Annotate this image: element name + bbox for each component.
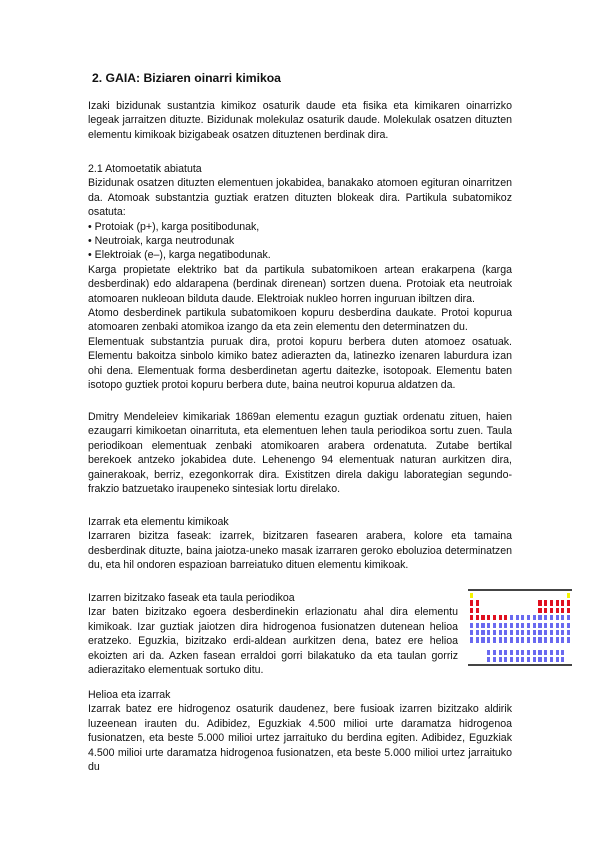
element-cell xyxy=(469,629,474,636)
element-cell xyxy=(532,636,537,643)
paragraph: Izarraren bizitza faseak: izarrek, bizitzaren fasearen arabera, kolore eta tamaina desberdinak dituzte, baina jaiotza-uneko masak izarraren geroko eboluzioa determinatzen du, eta hil ondoren espazioan barreiatuko dituen elementu kimikoak. xyxy=(88,530,512,572)
mendeleiev-paragraph xyxy=(88,410,512,496)
element-cell xyxy=(537,622,542,629)
element-cell xyxy=(475,636,480,643)
element-cell xyxy=(498,656,503,663)
element-cell xyxy=(469,622,474,629)
element-cell xyxy=(560,622,565,629)
element-cell xyxy=(486,649,491,656)
bullet-item: • Protoiak (p+), karga positibodunak, xyxy=(88,220,260,233)
element-cell xyxy=(566,607,571,614)
element-cell xyxy=(480,622,485,629)
element-cell xyxy=(566,599,571,606)
element-cell xyxy=(469,607,474,614)
element-cell xyxy=(543,607,548,614)
periodic-table-image xyxy=(468,589,572,666)
element-cell xyxy=(486,629,491,636)
element-cell xyxy=(543,629,548,636)
element-cell xyxy=(560,599,565,606)
element-cell xyxy=(486,656,491,663)
element-cell xyxy=(526,614,531,621)
element-cell xyxy=(520,636,525,643)
paragraph: Izarrak batez ere hidrogenoz osaturik daudenez, bere fusioak izarren bizitzako aldirik luzeenean irauten du. Adibidez, Eguzkiak 4.500 milioi urte daramatza hidrogenoa fusionatzen, eta beste 5.000 milioi urtez jarraituko du berdina egiten. Adibidez, Eguzkiak 4.500 milioi urte daramatza hidrogenoa fusionatzen, eta beste 5.000 milioi urtez jarraituko du xyxy=(88,703,512,774)
element-cell xyxy=(515,614,520,621)
element-cell xyxy=(526,622,531,629)
element-cell xyxy=(537,614,542,621)
element-cell xyxy=(560,629,565,636)
element-cell xyxy=(566,636,571,643)
element-cell xyxy=(520,614,525,621)
element-cell xyxy=(509,649,514,656)
element-cell xyxy=(566,622,571,629)
element-cell xyxy=(537,629,542,636)
element-cell xyxy=(475,614,480,621)
paragraph: Elementuak substantzia puruak dira, protoi kopuru berbera duten atomoez osatuak. Elementu bakoitza sinbolo kimiko batez adierazten da, latinezko izenaren laburdura izan ohi dena. Elementuak forma desberdinetan agertu daitezke, isotopoak. Elementu baten isotopo guztiek protoi kopuru berbera dute, baina neutroi kopurua aldatzen da. xyxy=(88,335,512,392)
element-cell xyxy=(532,614,537,621)
element-cell xyxy=(543,599,548,606)
element-cell xyxy=(492,636,497,643)
element-cell xyxy=(469,614,474,621)
element-cell xyxy=(486,614,491,621)
element-cell xyxy=(532,649,537,656)
divider xyxy=(468,589,572,591)
element-cell xyxy=(486,636,491,643)
element-cell xyxy=(566,592,571,599)
element-cell xyxy=(560,649,565,656)
element-cell xyxy=(480,636,485,643)
element-cell xyxy=(480,629,485,636)
section-helioa xyxy=(88,688,512,774)
element-cell xyxy=(543,649,548,656)
element-cell xyxy=(566,614,571,621)
element-cell xyxy=(555,656,560,663)
element-cell xyxy=(520,629,525,636)
element-cell xyxy=(549,622,554,629)
element-cell xyxy=(515,636,520,643)
element-cell xyxy=(498,636,503,643)
element-cell xyxy=(532,656,537,663)
element-cell xyxy=(503,629,508,636)
element-cell xyxy=(560,614,565,621)
element-cell xyxy=(498,629,503,636)
paragraph: Atomo desberdinek partikula subatomikoen kopuru desberdina daukate. Protoi kopurua atomoaren zenbaki atomikoa izango da eta zein elementu den determinatzen du. xyxy=(88,307,512,334)
element-cell xyxy=(537,599,542,606)
element-cell xyxy=(526,636,531,643)
element-cell xyxy=(503,622,508,629)
element-cell xyxy=(549,656,554,663)
element-cell xyxy=(492,629,497,636)
element-cell xyxy=(509,629,514,636)
element-cell xyxy=(503,649,508,656)
element-cell xyxy=(566,629,571,636)
element-cell xyxy=(537,636,542,643)
element-cell xyxy=(543,622,548,629)
element-cell xyxy=(492,656,497,663)
element-cell xyxy=(526,649,531,656)
element-cell xyxy=(526,629,531,636)
element-cell xyxy=(509,636,514,643)
element-cell xyxy=(503,656,508,663)
paragraph: Dmitry Mendeleiev kimikariak 1869an elementu ezagun guztiak ordenatu zituen, haien ezaugarri kimikoetan oinarrituta, eta elementuen lehen taula periodikoa sortu zuen. Taula periodikoan elementuak zenbaki atomikoaren arabera ordenatuta. Zutabe bertikal berekoek antzeko jokabidea dute. Lehenengo 94 elementuak naturan aurkitzen dira, gainerakoak, berriz, ezegonkorrak dira. Existitzen direla dakigu laborategian segundo-frakzio batzuetako iraupeneko sintesiak lortu direlako. xyxy=(88,411,512,496)
element-cell xyxy=(503,614,508,621)
element-cell xyxy=(526,656,531,663)
element-cell xyxy=(520,656,525,663)
section-heading: Izarren bizitzako faseak eta taula periodikoa xyxy=(88,592,295,604)
element-cell xyxy=(475,629,480,636)
element-cell xyxy=(492,649,497,656)
element-cell xyxy=(492,622,497,629)
element-cell xyxy=(549,636,554,643)
paragraph: Karga propietate elektriko bat da partikula subatomikoen artean erakarpena (karga desberdinak) edo aldarapena (berdinak direnean) sortzen duena. Protoiak eta neutroiak atomoaren nukleoan bilduta daude. Elektroiak nukleo horren inguruan ibiltzen dira. xyxy=(88,263,512,305)
bullet-item: • Elektroiak (e–), karga negatibodunak. xyxy=(88,249,271,262)
element-cell xyxy=(469,636,474,643)
element-cell xyxy=(475,607,480,614)
element-cell xyxy=(515,622,520,629)
intro-text: Izaki bizidunak sustantzia kimikoz osaturik daude eta fisika eta kimikaren oinarrizko legeak jarraitzen dituzte. Bizidunak molekulaz osaturik daude. Molekulak osatzen dituzten elementu kimikoak bizigabeak osatzen dituztenen berdinak dira. xyxy=(88,100,512,141)
element-cell xyxy=(532,622,537,629)
element-cell xyxy=(555,622,560,629)
element-cell xyxy=(549,614,554,621)
element-cell xyxy=(543,614,548,621)
element-cell xyxy=(543,636,548,643)
element-cell xyxy=(537,607,542,614)
element-cell xyxy=(560,656,565,663)
element-cell xyxy=(469,599,474,606)
section-izarrak xyxy=(88,515,512,573)
section-lead: Bizidunak osatzen dituzten elementuen jokabidea, banakako atomoen egituran oinarritzen da. Atomoak substantzia guztiak eratzen dituzten blokeak dira. Partikula subatomikoz osatuta: xyxy=(88,177,512,219)
element-cell xyxy=(492,614,497,621)
element-cell xyxy=(520,649,525,656)
element-cell xyxy=(549,649,554,656)
element-cell xyxy=(475,599,480,606)
section-faseak xyxy=(88,591,458,677)
element-cell xyxy=(469,592,474,599)
element-cell xyxy=(515,656,520,663)
element-cell xyxy=(555,649,560,656)
intro-paragraph xyxy=(88,99,512,142)
element-cell xyxy=(543,656,548,663)
element-cell xyxy=(560,607,565,614)
element-cell xyxy=(509,656,514,663)
divider xyxy=(468,664,572,666)
element-cell xyxy=(480,614,485,621)
element-cell xyxy=(549,607,554,614)
element-cell xyxy=(555,607,560,614)
element-cell xyxy=(549,629,554,636)
section-heading: Izarrak eta elementu kimikoak xyxy=(88,516,229,528)
element-cell xyxy=(509,614,514,621)
element-cell xyxy=(515,629,520,636)
element-cell xyxy=(537,656,542,663)
element-cell xyxy=(555,614,560,621)
element-cell xyxy=(537,649,542,656)
element-cell xyxy=(509,622,514,629)
element-cell xyxy=(555,636,560,643)
section-heading: Helioa eta izarrak xyxy=(88,689,171,701)
element-cell xyxy=(549,599,554,606)
bullet-item: • Neutroiak, karga neutrodunak xyxy=(88,235,235,248)
element-cell xyxy=(498,649,503,656)
element-cell xyxy=(560,636,565,643)
element-cell xyxy=(503,636,508,643)
element-cell xyxy=(498,622,503,629)
section-heading: 2.1 Atomoetatik abiatuta xyxy=(88,163,202,175)
paragraph: Izar baten bizitzako egoera desberdinekin erlazionatu ahal dira elementu kimikoak. Izar guztiak jaiotzen dira hidrogenoa fusionatzen dutenean helioa eratzeko. Eguzkia, bizitzako erdi-aldean aurkitzen dena, batez ere helioa ekoizten ari da. Azken fasean erraldoi gorri bilakatuko da eta taulan gorriz adierazitako elementuak sortuko ditu. xyxy=(88,606,458,677)
element-cell xyxy=(520,622,525,629)
element-cell xyxy=(475,622,480,629)
section-atomoetatik xyxy=(88,162,512,393)
element-cell xyxy=(555,629,560,636)
element-cell xyxy=(532,629,537,636)
element-cell xyxy=(555,599,560,606)
element-cell xyxy=(498,614,503,621)
page-title: 2. GAIA: Biziaren oinarri kimikoa xyxy=(92,71,281,85)
element-cell xyxy=(486,622,491,629)
element-cell xyxy=(515,649,520,656)
